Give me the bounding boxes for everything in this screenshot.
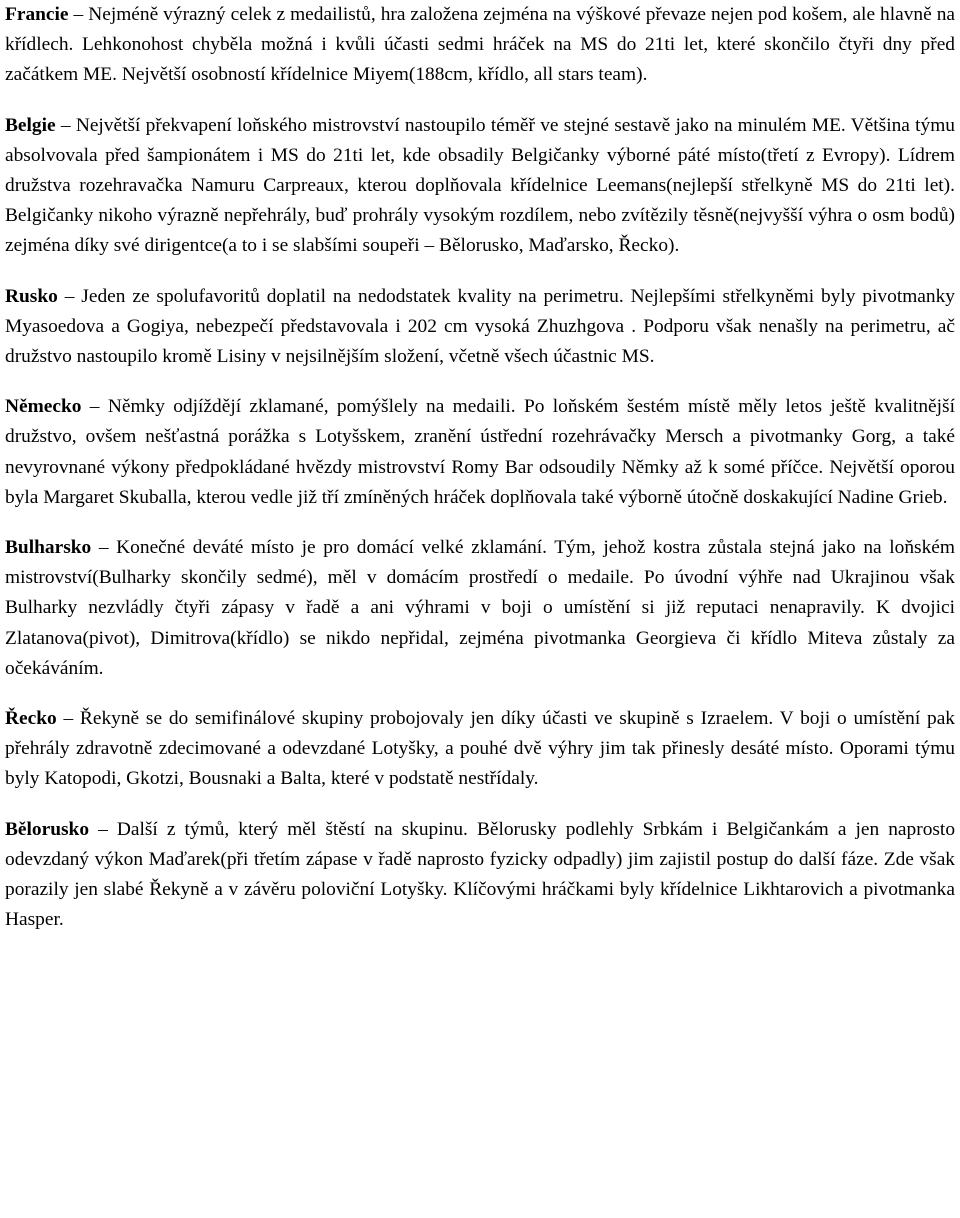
paragraph-text: Jeden ze spolufavoritů doplatil na nedodstatek kvality na perimetru. Nejlepšími střelkyněmi byly pivotmanky Myasoedova a Gogiya, nebezpečí představovala i 202 cm vysoká Zhuzhgova . Podporu však nenašly na perimetru, ač družstvo nastoupilo kromě Lisiny v nejsilnějším složení, včetně všech účastnic MS.: [5, 285, 955, 368]
paragraph-rusko: [5, 282, 955, 373]
team-name: Bulharsko: [5, 537, 92, 559]
paragraph-gap: [5, 795, 955, 815]
team-name: Řecko: [5, 708, 57, 730]
paragraph-gap: [5, 91, 955, 111]
team-name: Německo: [5, 396, 82, 418]
dash: –: [91, 537, 117, 559]
dash: –: [57, 285, 82, 307]
paragraph-gap: [5, 262, 955, 282]
paragraph-belgie: [5, 111, 955, 262]
paragraph-gap: [5, 513, 955, 533]
paragraph-text: Řekyně se do semifinálové skupiny probojovaly jen díky účasti ve skupině s Izraelem. V boji o umístění pak přehrály zdravotně zdecimované a odevzdané Lotyšky, a pouhé dvě výhry jim tak přinesly desáté místo. Oporami týmu byly Katopodi, Gkotzi, Bousnaki a Balta, které v podstatě nestřídaly.: [5, 708, 956, 790]
paragraph-francie: [5, 0, 955, 91]
dash: –: [89, 818, 117, 840]
paragraph-text: Konečné deváté místo je pro domácí velké zklamání. Tým, jehož kostra zůstala stejná jako na loňském mistrovství(Bulharky skončily sedmé), měl v domácím prostředí o medaile. Po úvodní výhře nad Ukrajinou však Bulharky nezvládly čtyři zápasy v řadě a ani výhrami v boji o umístění si již reputaci nenapravily. K dvojici Zlatanova(pivot), Dimitrova(křídlo) se nikdo nepřidal, zejména pivotmanka Georgieva či křídlo Miteva zůstaly za očekáváním.: [5, 537, 955, 679]
paragraph-recko: [5, 704, 955, 795]
team-name: Rusko: [5, 285, 58, 307]
team-name: Francie: [5, 4, 69, 25]
dash: –: [68, 4, 89, 25]
paragraph-bulharsko: [5, 533, 955, 684]
paragraph-text: Němky odjíždějí zklamané, pomýšlely na medaili. Po loňském šestém místě měly letos ještě kvalitnější družstvo, ovšem nešťastná porážka s Lotyšskem, zranění ústřední rozehrávačky Mersch a pivotmanky Gorg, a také nevyrovnané výkony předpokládané hvězdy mistrovství Romy Bar odsoudily Němky až k somé příčce. Největší oporou byla Margaret Skuballa, kterou vedle již tří zmíněných hráček doplňovala také výborně útočně doskakující Nadine Grieb.: [5, 396, 955, 508]
paragraph-text: Další z týmů, který měl štěstí na skupinu. Bělorusky podlehly Srbkám i Belgičankám a jen naprosto odevzdaný výkon Maďarek(při třetím zápase v řadě naprosto fyzicky odpadly) jim zajistil postup do další fáze. Zde však porazily jen slabé Řekyně a v závěru poloviční Lotyšky. Klíčovými hráčkami byly křídelnice Likhtarovich a pivotmanka Hasper.: [5, 818, 956, 931]
team-name: Belgie: [5, 114, 56, 136]
paragraph-text: Největší překvapení loňského mistrovství nastoupilo téměř ve stejné sestavě jako na minulém ME. Většina týmu absolvovala před šampionátem i MS do 21ti let, kde obsadily Belgičanky výborné páté místo(třetí z Evropy). Lídrem družstva rozehravačka Namuru Carpreaux, kterou doplňovala křídelnice Leemans(nejlepší střelkyně MS do 21ti let). Belgičanky nikoho výrazně nepřehrály, buď prohrály vysokým rozdílem, nebo zvítězily těsně(nejvyšší výhra o osm bodů) zejména díky své dirigentce(a to i se slabšími soupeři – Bělorusko, Maďarsko, Řecko).: [5, 114, 956, 257]
paragraph-belorusko: [5, 815, 955, 936]
team-name: Bělorusko: [5, 818, 90, 840]
dash: –: [55, 114, 76, 136]
dash: –: [81, 396, 108, 418]
paragraph-gap: [5, 372, 955, 392]
dash: –: [56, 708, 80, 730]
paragraph-text: Nejméně výrazný celek z medailistů, hra založena zejména na výškové převaze nejen pod košem, ale hlavně na křídlech. Lehkonohost chyběla možná i kvůli účasti sedmi hráček na MS do 21ti let, které skončilo čtyři dny před začátkem ME. Největší osobností křídelnice Miyem(188cm, křídlo, all stars team).: [5, 4, 956, 86]
paragraph-nemecko: [5, 392, 955, 513]
paragraph-gap: [5, 684, 955, 704]
